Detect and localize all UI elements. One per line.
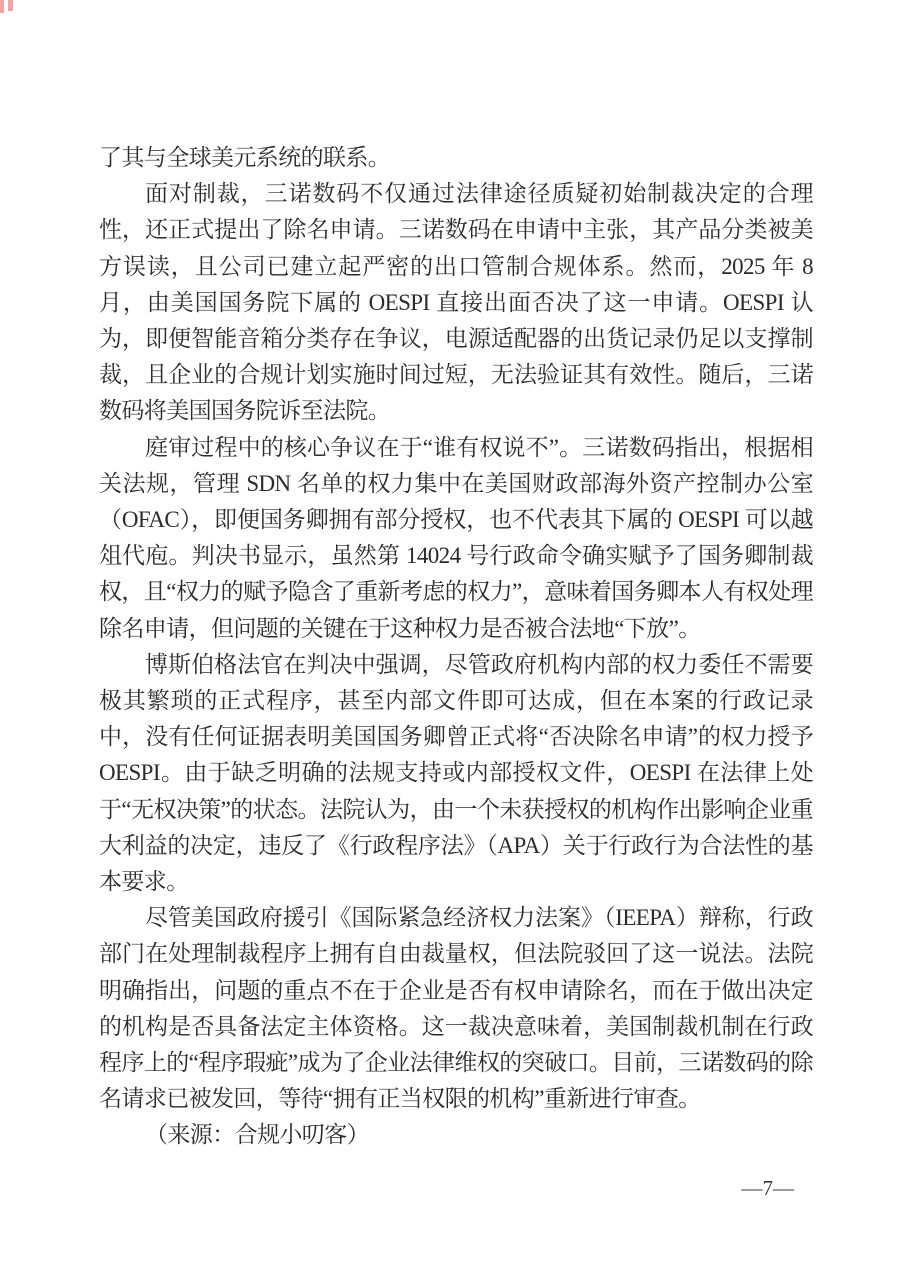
document-body <box>99 140 813 1154</box>
paragraph: 面对制裁，三诺数码不仅通过法律途径质疑初始制裁决定的合理性，还正式提出了除名申请。三诺数码在申请中主张，其产品分类被美方误读，且公司已建立起严密的出口管制合规体系。然而，2025 年 8 月，由美国国务院下属的 OESPI 直接出面否决了这一申请。OESPI 认为，即便智能音箱分类存在争议，电源适配器的出货记录仍足以支撑制裁，且企业的合规计划实施时间过短，无法验证其有效性。随后，三诺数码将美国国务院诉至法院。 <box>99 181 813 424</box>
red-scan-artifact <box>0 0 16 16</box>
paragraph: 尽管美国政府援引《国际紧急经济权力法案》（IEEPA）辩称，行政部门在处理制裁程序上拥有自由裁量权，但法院驳回了这一说法。法院明确指出，问题的重点不在于企业是否有权申请除名，而在于做出决定的机构是否具备法定主体资格。这一裁决意味着，美国制裁机制在行政程序上的“程序瑕疵”成为了企业法律维权的突破口。目前，三诺数码的除名请求已被发回，等待“拥有正当权限的机构”重新进行审查。 <box>99 905 813 1112</box>
paragraph: 庭审过程中的核心争议在于“谁有权说不”。三诺数码指出，根据相关法规，管理 SDN 名单的权力集中在美国财政部海外资产控制办公室（OFAC），即便国务卿拥有部分授权，也不代表其下属的 OESPI 可以越俎代庖。判决书显示，虽然第 14024 号行政命令确实赋予了国务卿制裁权，且“权力的赋予隐含了重新考虑的权力”，意味着国务卿本人有权处理除名申请，但问题的关键在于这种权力是否被合法地“下放”。 <box>99 434 813 641</box>
paragraph-continuation: 了其与全球美元系统的联系。 <box>99 145 391 170</box>
red-scan-artifact-bar <box>0 0 4 13</box>
red-scan-artifact-bar <box>8 0 13 11</box>
source-line: （来源：合规小叨客） <box>145 1122 370 1148</box>
paragraph: 博斯伯格法官在判决中强调，尽管政府机构内部的权力委任不需要极其繁琐的正式程序，甚至内部文件即可达成，但在本案的行政记录中，没有任何证据表明美国国务卿曾正式将“否决除名申请”的权力授予 OESPI。由于缺乏明确的法规支持或内部授权文件，OESPI 在法律上处于“无权决策”的状态。法院认为，由一个未获授权的机构作出影响企业重大利益的决定，违反了《行政程序法》（APA）关于行政行为合法性的基本要求。 <box>99 651 813 895</box>
page-number: —7— <box>741 1176 794 1200</box>
